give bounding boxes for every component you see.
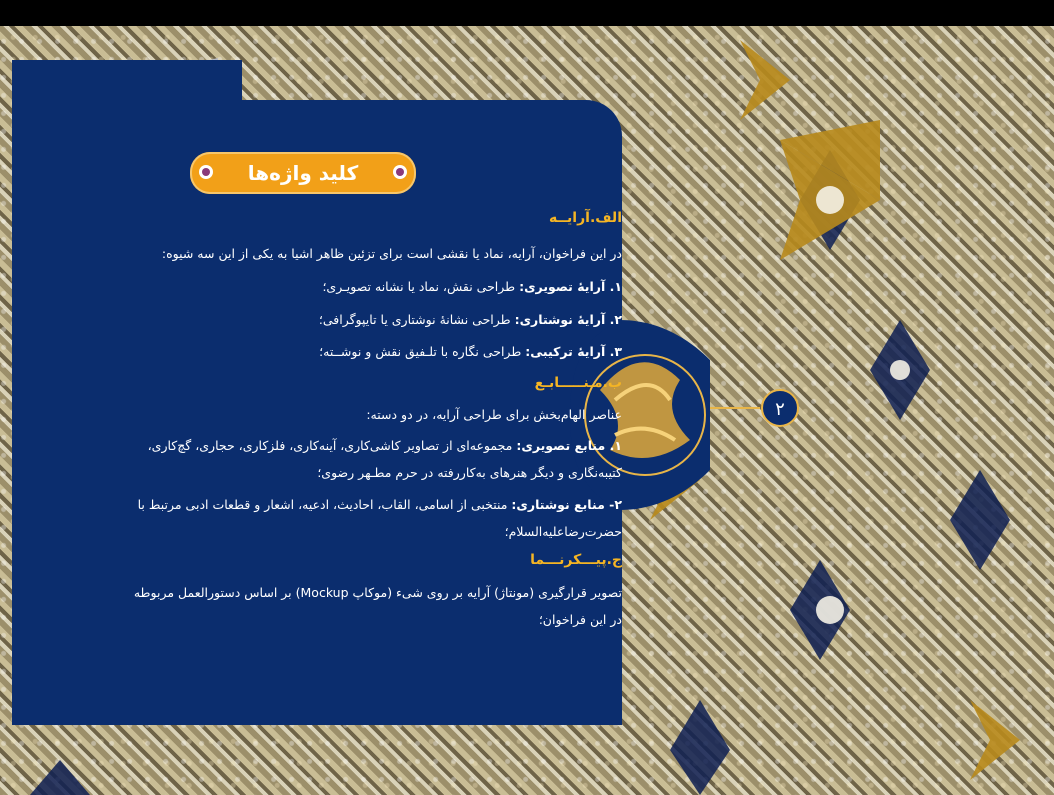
section-c-intro-continuation: در این فراخوان؛ [538,612,622,627]
section-b-intro: عناصر الهام‌بخش برای طراحی آرایه، در دو دسته: [366,407,622,422]
list-item-continuation: حضرت‌رضاعلیه‌السلام؛ [504,524,622,539]
section-c-intro: تصویر قرارگیری (مونتاژ) آرایه بر روی شیء (موکاپ Mockup) بر اساس دستورالعمل مربوطه [133,585,622,600]
list-item: ۳. آرایۀ ترکیبی: طراحی نگاره با تلـفیق نقش و نوشــته؛ [319,344,622,359]
section-c-title: ج.پیـــکرنـــما [530,552,622,568]
badge-number: ۲ [775,399,785,420]
list-item: ۲. آرایۀ نوشتاری: طراحی نشانۀ نوشتاری یا تایپوگرافی؛ [318,312,622,327]
section-b-title: ب.مـنـــــابـع [534,375,622,391]
flower-ornament-icon [198,164,214,180]
list-item: ۱. آرایۀ تصویری: طراحی نقش، نماد یا نشانه تصویـری؛ [322,279,622,294]
page-title: کلید واژه‌ها [247,161,359,185]
section-a-intro: در این فراخوان، آرایه، نماد یا نقشی است برای تزئین ظاهر اشیا به یکی از این سه شیوه: [161,246,622,261]
list-item: ۲- منابع نوشتاری: منتخبی از اسامی، القاب، احادیث، ادعیه، اشعار و قطعات ادبی مرتبط با [137,497,622,512]
flower-ornament-icon [392,164,408,180]
title-banner [190,152,416,194]
section-a-title: الف.آرایــه [548,210,622,226]
list-item-continuation: کتیبه‌نگاری و دیگر هنرهای به‌کاررفته در حرم مطـهر رضوی؛ [317,465,622,480]
top-bar [0,0,1054,26]
list-item: ۱. منابع تصویری: مجموعه‌ای از تصاویر کاشی‌کاری، آینه‌کاری، فلزکاری، حجاری، گچ‌کاری، [147,438,622,453]
